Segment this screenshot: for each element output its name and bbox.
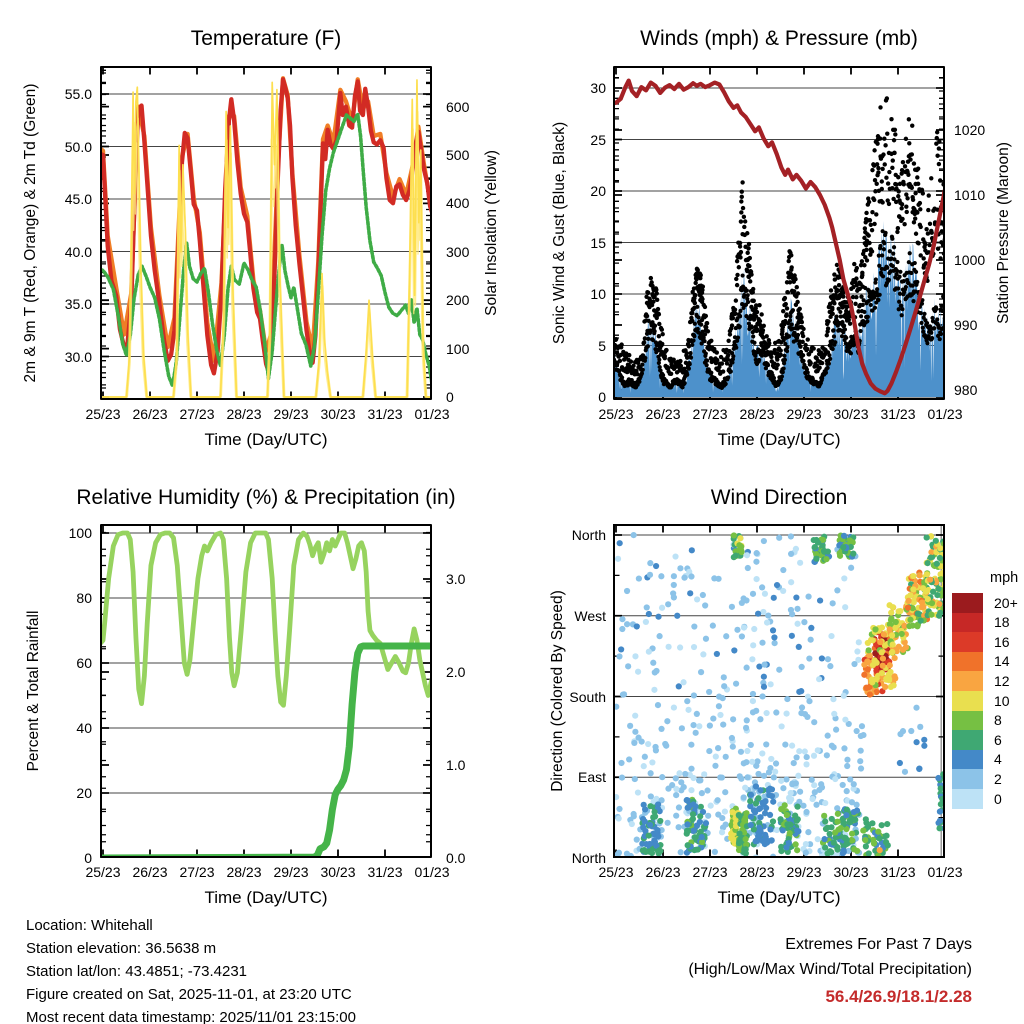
wind-left-tick: 25 <box>590 131 606 148</box>
colorbar-label: 2 <box>994 770 1002 787</box>
footer-location: Location: Whitehall <box>26 917 153 934</box>
humidity-left-axis-title: Percent & Total Rainfall <box>25 610 42 772</box>
humidity-left-tick: 0 <box>84 850 92 866</box>
footer-latlon: Station lat/lon: 43.4851; -73.4231 <box>26 963 248 980</box>
wind-x-tick: 31/23 <box>880 406 916 422</box>
pressure-right-tick: 990 <box>954 317 978 333</box>
temperature-xaxis-title: Time (Day/UTC) <box>204 430 328 449</box>
solar-right-tick: 0 <box>446 389 454 405</box>
footer-elevation: Station elevation: 36.5638 m <box>26 940 217 957</box>
winds-pressure-xaxis-title: Time (Day/UTC) <box>717 430 841 449</box>
humidity-left-tick: 100 <box>68 525 92 541</box>
direction-x-tick: 28/23 <box>739 864 775 880</box>
colorbar-swatch-8 <box>952 711 983 731</box>
solar-right-tick: 600 <box>446 98 470 115</box>
precip-right-tick: 1.0 <box>446 757 466 773</box>
precip-right-tick: 0.0 <box>446 850 466 866</box>
direction-x-tick: 26/23 <box>645 864 681 880</box>
temp-x-tick: 28/23 <box>226 406 262 422</box>
direction-x-tick: 31/23 <box>880 864 916 880</box>
colorbar-label: 6 <box>994 731 1002 748</box>
colorbar-label: 8 <box>994 712 1002 729</box>
colorbar-swatch-2 <box>952 769 983 789</box>
humidity-x-tick: 25/23 <box>85 864 121 880</box>
temp-x-tick: 29/23 <box>273 406 309 422</box>
colorbar-label: 10 <box>994 692 1010 709</box>
wind-x-tick: 01/23 <box>927 406 963 422</box>
temp-x-tick: 31/23 <box>367 406 403 422</box>
temp-x-tick: 27/23 <box>179 406 215 422</box>
humidity-x-tick: 30/23 <box>320 864 356 880</box>
precip-right-tick: 3.0 <box>446 571 466 587</box>
winds-pressure-chart-title: Winds (mph) & Pressure (mb) <box>640 27 918 50</box>
wind-x-tick: 30/23 <box>833 406 869 422</box>
colorbar-swatch-0 <box>952 789 983 809</box>
colorbar-swatch-20+ <box>952 593 983 613</box>
temp-left-tick: 55.0 <box>64 86 92 103</box>
wind-x-tick: 26/23 <box>645 406 681 422</box>
wind-left-tick: 10 <box>590 286 606 302</box>
temperature-chart-title: Temperature (F) <box>190 27 342 50</box>
colorbar-swatch-6 <box>952 730 983 750</box>
temp-left-tick: 35.0 <box>64 296 92 313</box>
extremes-values: 56.4/26.9/18.1/2.28 <box>825 987 972 1006</box>
pressure-right-tick: 1000 <box>954 252 986 268</box>
extremes-subtitle: (High/Low/Max Wind/Total Precipitation) <box>688 961 972 978</box>
colorbar-label: 16 <box>994 633 1010 650</box>
humidity-x-tick: 27/23 <box>179 864 215 880</box>
wind-left-tick: 5 <box>598 337 606 354</box>
humidity-left-tick: 60 <box>76 655 92 671</box>
colorbar-swatch-16 <box>952 632 983 652</box>
colorbar-label: 20+ <box>994 594 1018 611</box>
colorbar-label: 12 <box>994 672 1010 689</box>
direction-x-tick: 29/23 <box>786 864 822 880</box>
direction-x-tick: 27/23 <box>692 864 728 880</box>
colorbar-swatch-18 <box>952 613 983 633</box>
direction-x-tick: 25/23 <box>598 864 634 880</box>
temp-left-tick: 30.0 <box>64 348 92 365</box>
solar-right-axis-title: Solar Insolation (Yellow) <box>483 150 500 316</box>
humidity-left-tick: 40 <box>76 720 92 736</box>
colorbar-label: 0 <box>994 790 1002 807</box>
wind-x-tick: 28/23 <box>739 406 775 422</box>
temperature-left-axis-title: 2m & 9m T (Red, Orange) & 2m Td (Green) <box>22 83 39 383</box>
direction-left-axis-title: Direction (Colored By Speed) <box>549 590 566 792</box>
solar-right-tick: 100 <box>446 340 470 357</box>
direction-left-tick: East <box>577 769 606 786</box>
solar-right-tick: 400 <box>446 195 470 212</box>
temp-left-tick: 50.0 <box>64 138 92 155</box>
humidity-precip-plot-canvas <box>100 524 432 858</box>
direction-left-tick: North <box>571 527 606 543</box>
humidity-x-tick: 26/23 <box>132 864 168 880</box>
temp-left-tick: 45.0 <box>64 191 92 208</box>
colorbar-label: 18 <box>994 614 1010 631</box>
humidity-x-tick: 01/23 <box>414 864 450 880</box>
colorbar-label: 4 <box>994 751 1002 768</box>
colorbar-swatch-4 <box>952 750 983 770</box>
wind-direction-plot-canvas <box>613 524 945 858</box>
wind-x-tick: 25/23 <box>598 406 634 422</box>
humidity-x-tick: 29/23 <box>273 864 309 880</box>
temperature-plot-canvas <box>100 66 432 400</box>
temp-x-tick: 25/23 <box>85 406 121 422</box>
precip-right-tick: 2.0 <box>446 664 466 680</box>
pressure-right-tick: 1020 <box>954 122 986 138</box>
direction-left-tick: South <box>569 688 606 705</box>
wind-left-tick: 0 <box>598 389 606 405</box>
wind-left-axis-title: Sonic Wind & Gust (Blue, Black) <box>551 121 568 345</box>
temp-left-tick: 40.0 <box>64 243 92 260</box>
footer-created: Figure created on Sat, 2025-11-01, at 23:20 UTC <box>26 986 352 1003</box>
colorbar-swatch-10 <box>952 691 983 711</box>
solar-right-tick: 300 <box>446 243 470 260</box>
direction-left-tick: West <box>574 607 606 624</box>
humidity-precip-xaxis-title: Time (Day/UTC) <box>204 888 328 907</box>
humidity-left-tick: 80 <box>76 590 92 606</box>
wind-direction-chart-title: Wind Direction <box>710 486 848 509</box>
solar-right-tick: 200 <box>446 292 470 309</box>
colorbar-label: 14 <box>994 653 1010 670</box>
temp-x-tick: 26/23 <box>132 406 168 422</box>
colorbar-title: mph <box>990 570 1019 586</box>
solar-right-tick: 500 <box>446 147 470 163</box>
winds-pressure-plot-canvas <box>613 66 945 400</box>
direction-x-tick: 30/23 <box>833 864 869 880</box>
pressure-right-axis-title: Station Pressure (Maroon) <box>995 142 1012 324</box>
direction-left-tick: North <box>571 850 606 866</box>
wind-x-tick: 27/23 <box>692 406 728 422</box>
colorbar-swatch-14 <box>952 652 983 672</box>
footer-timestamp: Most recent data timestamp: 2025/11/01 23:15:00 <box>26 1009 356 1024</box>
pressure-right-tick: 1010 <box>954 187 986 203</box>
wind-left-tick: 20 <box>590 183 606 199</box>
humidity-precip-chart-title: Relative Humidity (%) & Precipitation (in) <box>76 486 456 509</box>
direction-x-tick: 01/23 <box>927 864 963 880</box>
wind-x-tick: 29/23 <box>786 406 822 422</box>
pressure-right-tick: 980 <box>954 382 978 398</box>
temp-x-tick: 01/23 <box>414 406 450 422</box>
wind-left-tick: 15 <box>590 234 606 251</box>
humidity-left-tick: 20 <box>76 785 92 801</box>
wind-left-tick: 30 <box>590 80 606 96</box>
humidity-x-tick: 31/23 <box>367 864 403 880</box>
colorbar-swatch-12 <box>952 671 983 691</box>
wind-direction-xaxis-title: Time (Day/UTC) <box>717 888 841 907</box>
humidity-x-tick: 28/23 <box>226 864 262 880</box>
extremes-title: Extremes For Past 7 Days <box>785 936 972 953</box>
temp-x-tick: 30/23 <box>320 406 356 422</box>
